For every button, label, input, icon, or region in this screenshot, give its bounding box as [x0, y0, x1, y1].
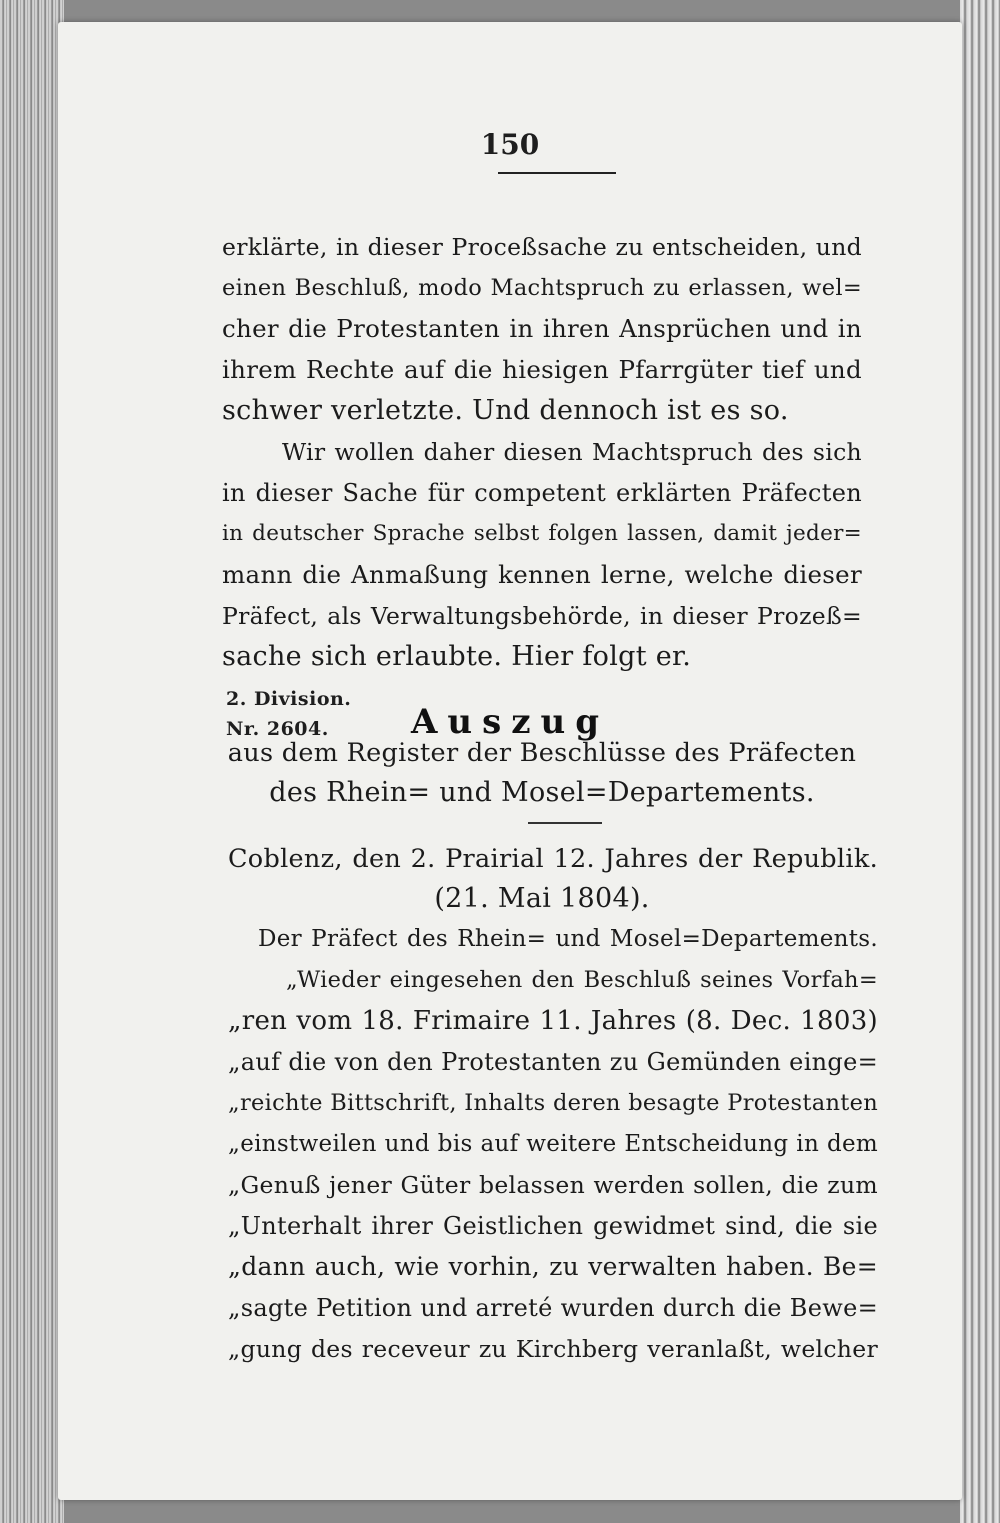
side-note-division: 2. Division. [226, 688, 352, 710]
text-line: erklärte, in dieser Proceßsache zu entscheiden, und [222, 233, 862, 261]
text-line: ihrem Rechte auf die hiesigen Pfarrgüter tief und [222, 355, 862, 384]
text-line: in deutscher Sprache selbst folgen lassen, damit jeder= [222, 521, 862, 546]
text-line: „auf die von den Protestanten zu Gemünden einge= [228, 1048, 878, 1076]
text-line: cher die Protestanten in ihren Ansprüchen und in [222, 314, 862, 343]
text-line: schwer verletzte. Und dennoch ist es so. [222, 395, 789, 426]
text-line: „reichte Bittschrift, Inhalts deren besagte Protestanten [228, 1090, 878, 1116]
section-divider [528, 822, 602, 824]
subheading-line: aus dem Register der Beschlüsse des Präfecten [227, 738, 857, 768]
text-line: „Genuß jener Güter belassen werden sollen, die zum [228, 1171, 878, 1199]
page-content [58, 22, 962, 1500]
book-page-edges-right [960, 0, 1000, 1523]
text-line: „gung des receveur zu Kirchberg veranlaßt, welcher [228, 1335, 878, 1363]
book-page [58, 22, 962, 1500]
side-note-number: Nr. 2604. [226, 718, 329, 740]
page-number-rule [498, 172, 616, 174]
dateline-date: (21. Mai 1804). [434, 883, 650, 914]
text-line: „ren vom 18. Frimaire 11. Jahres (8. Dec. 1803) [228, 1006, 878, 1036]
subheading-line: des Rhein= und Mosel=Departements. [269, 777, 815, 808]
book-page-edges-left [0, 0, 64, 1523]
text-line: „sagte Petition und arreté wurden durch die Bewe= [228, 1294, 878, 1322]
text-line: „Wieder eingesehen den Beschluß seines Vorfah= [286, 967, 878, 993]
text-line: in dieser Sache für competent erklärten Präfecten [222, 479, 862, 507]
dateline: Coblenz, den 2. Prairial 12. Jahres der Republik. [228, 844, 878, 874]
text-line: einen Beschluß, modo Machtspruch zu erlassen, wel= [222, 275, 862, 301]
text-line: mann die Anmaßung kennen lerne, welche dieser [222, 560, 862, 589]
page-number: 150 [480, 128, 540, 161]
text-line: „Unterhalt ihrer Geistlichen gewidmet sind, die sie [228, 1212, 878, 1240]
text-line: „dann auch, wie vorhin, zu verwalten haben. Be= [228, 1252, 878, 1281]
text-line: Wir wollen daher diesen Machtspruch des sich [282, 438, 862, 466]
section-heading: Auszug [410, 702, 610, 742]
text-line: Der Präfect des Rhein= und Mosel=Departements. [258, 926, 878, 952]
text-line: Präfect, als Verwaltungsbehörde, in dieser Prozeß= [222, 602, 862, 630]
text-line: „einstweilen und bis auf weitere Entscheidung in dem [228, 1131, 878, 1157]
text-line: sache sich erlaubte. Hier folgt er. [222, 641, 692, 672]
